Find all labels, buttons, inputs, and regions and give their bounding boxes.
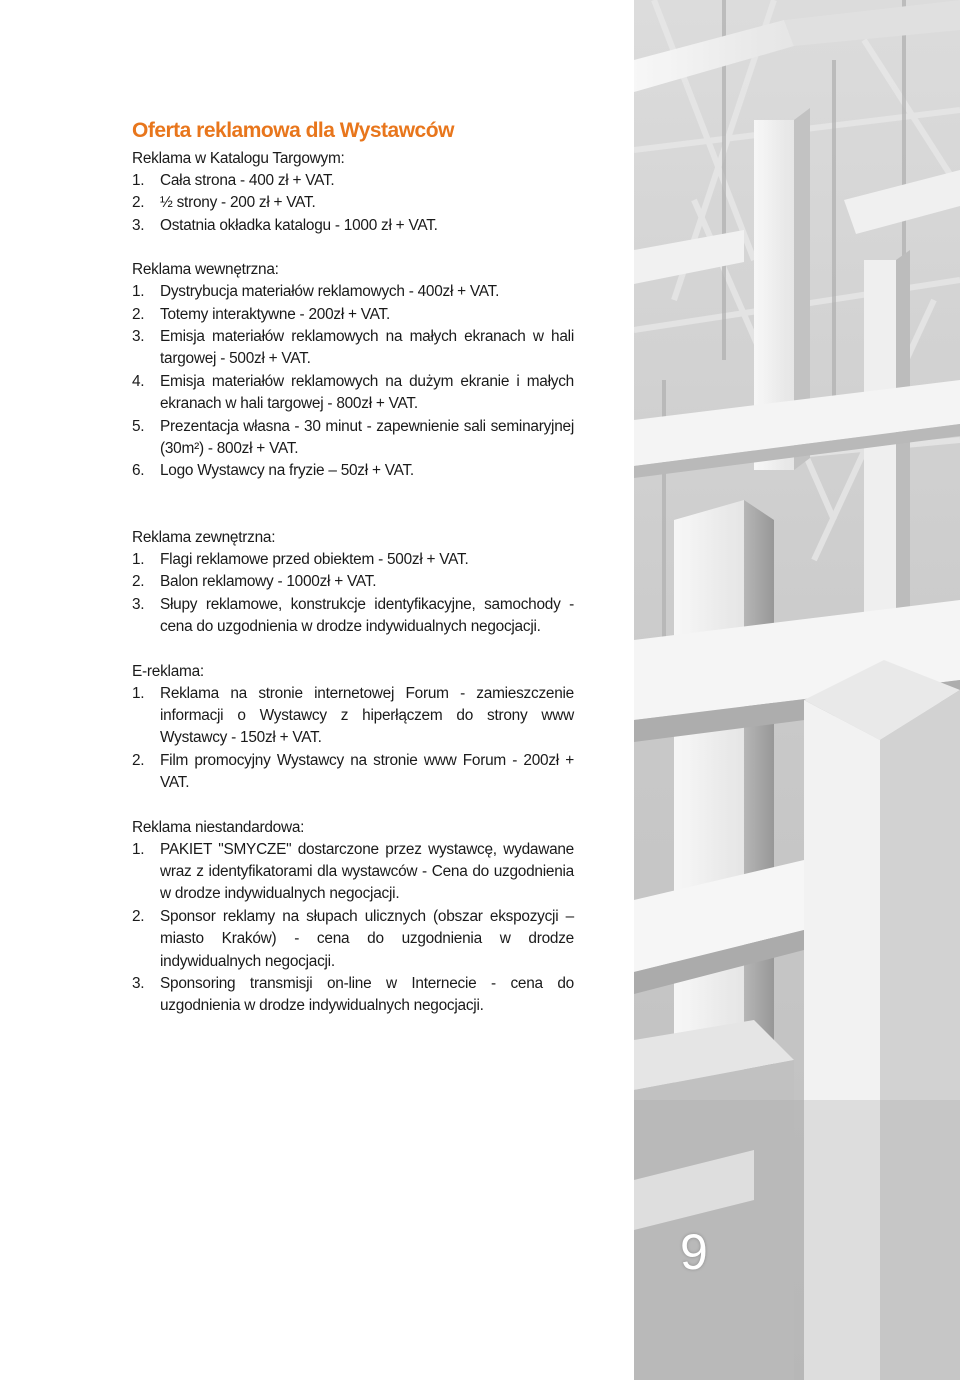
decorative-architecture-image	[634, 0, 960, 1380]
section-e-ads	[132, 661, 574, 795]
list-item	[132, 215, 574, 237]
item-text: Emisja materiałów reklamowych na dużym ekranie i małych ekranach w hali targowej - 800zł + VAT.	[160, 372, 574, 413]
list-item	[132, 594, 574, 639]
item-text: Sponsor reklamy na słupach ulicznych (obszar ekspozycji – miasto Kraków) - cena do uzgodnienia w drodze indywidualnych negocjacji.	[160, 907, 574, 970]
list-item	[132, 973, 574, 1018]
section-heading: Reklama zewnętrzna:	[132, 528, 276, 546]
item-number: 2.	[132, 194, 145, 212]
lattice-structure-illustration	[634, 0, 960, 1380]
item-text: Emisja materiałów reklamowych na małych ekranach w hali targowej - 500zł + VAT.	[160, 328, 574, 368]
item-text: Flagi reklamowe przed obiektem - 500zł + VAT.	[160, 550, 469, 568]
list-item	[132, 750, 574, 795]
content-column	[132, 114, 574, 1018]
section-heading: E-reklama:	[132, 662, 204, 680]
item-number: 1.	[132, 172, 145, 189]
item-text: Reklama na stronie internetowej Forum - zamieszczenie informacji o Wystawcy z hiperłączem do strony www Wystawcy - 150zł + VAT.	[160, 684, 574, 747]
item-number: 2.	[132, 573, 145, 591]
spacer	[132, 237, 574, 259]
item-number: 1.	[132, 684, 145, 702]
section-heading: Reklama wewnętrzna:	[132, 261, 279, 279]
item-text: Prezentacja własna - 30 minut - zapewnienie sali seminaryjnej (30m²) - 800zł + VAT.	[160, 417, 574, 458]
section-custom-ads	[132, 817, 574, 1018]
item-number: 4.	[132, 372, 145, 390]
spacer	[132, 639, 574, 661]
list-item	[132, 906, 574, 973]
item-list	[132, 281, 574, 483]
item-text: Sponsoring transmisji on-line w Internecie - cena do uzgodnienia w drodze indywidualnych negocjacji.	[160, 974, 574, 1015]
item-text: Ostatnia okładka katalogu - 1000 zł + VAT.	[160, 216, 438, 234]
section-external-ads	[132, 527, 574, 639]
item-number: 3.	[132, 974, 145, 992]
item-number: 1.	[132, 550, 145, 568]
item-text: Cała strona - 400 zł + VAT.	[160, 172, 335, 189]
list-item	[132, 170, 574, 192]
item-list	[132, 839, 574, 1018]
list-item	[132, 683, 574, 750]
item-text: Dystrybucja materiałów reklamowych - 400zł + VAT.	[160, 283, 500, 301]
section-catalog-ads	[132, 148, 574, 237]
item-number: 2.	[132, 305, 145, 323]
list-item	[132, 549, 574, 571]
item-list	[132, 170, 574, 237]
item-number: 2.	[132, 751, 145, 769]
list-item	[132, 416, 574, 461]
item-text: Słupy reklamowe, konstrukcje identyfikacyjne, samochody - cena do uzgodnienia w drodze indywidualnych negocjacji.	[160, 595, 574, 636]
item-text: Balon reklamowy - 1000zł + VAT.	[160, 573, 377, 591]
item-number: 1.	[132, 283, 145, 301]
list-item	[132, 371, 574, 416]
item-number: 2.	[132, 907, 145, 925]
item-number: 1.	[132, 840, 145, 858]
item-text: Film promocyjny Wystawcy na stronie www Forum - 200zł + VAT.	[160, 751, 574, 792]
page-title: Oferta reklamowa dla Wystawców	[132, 119, 454, 142]
list-item	[132, 281, 574, 303]
item-text: ½ strony - 200 zł + VAT.	[160, 194, 316, 212]
section-internal-ads	[132, 259, 574, 483]
item-number: 6.	[132, 462, 145, 480]
list-item	[132, 839, 574, 906]
list-item	[132, 571, 574, 593]
list-item	[132, 304, 574, 326]
spacer	[132, 483, 574, 527]
list-item	[132, 192, 574, 214]
item-number: 3.	[132, 595, 145, 613]
item-list	[132, 683, 574, 795]
spacer	[132, 795, 574, 817]
item-list	[132, 549, 574, 639]
item-text: PAKIET "SMYCZE" dostarczone przez wystawcę, wydawane wraz z identyfikatorami dla wystawców - Cena do uzgodnienia w drodze indywidualnych negocjacji.	[160, 840, 574, 903]
item-text: Logo Wystawcy na fryzie – 50zł + VAT.	[160, 462, 414, 480]
item-text: Totemy interaktywne - 200zł + VAT.	[160, 305, 391, 323]
page-number: 9	[680, 1224, 708, 1280]
list-item	[132, 460, 574, 482]
section-heading: Reklama w Katalogu Targowym:	[132, 150, 345, 167]
item-number: 3.	[132, 216, 145, 234]
list-item	[132, 326, 574, 371]
item-number: 3.	[132, 328, 145, 346]
section-heading: Reklama niestandardowa:	[132, 818, 305, 836]
item-number: 5.	[132, 417, 145, 435]
